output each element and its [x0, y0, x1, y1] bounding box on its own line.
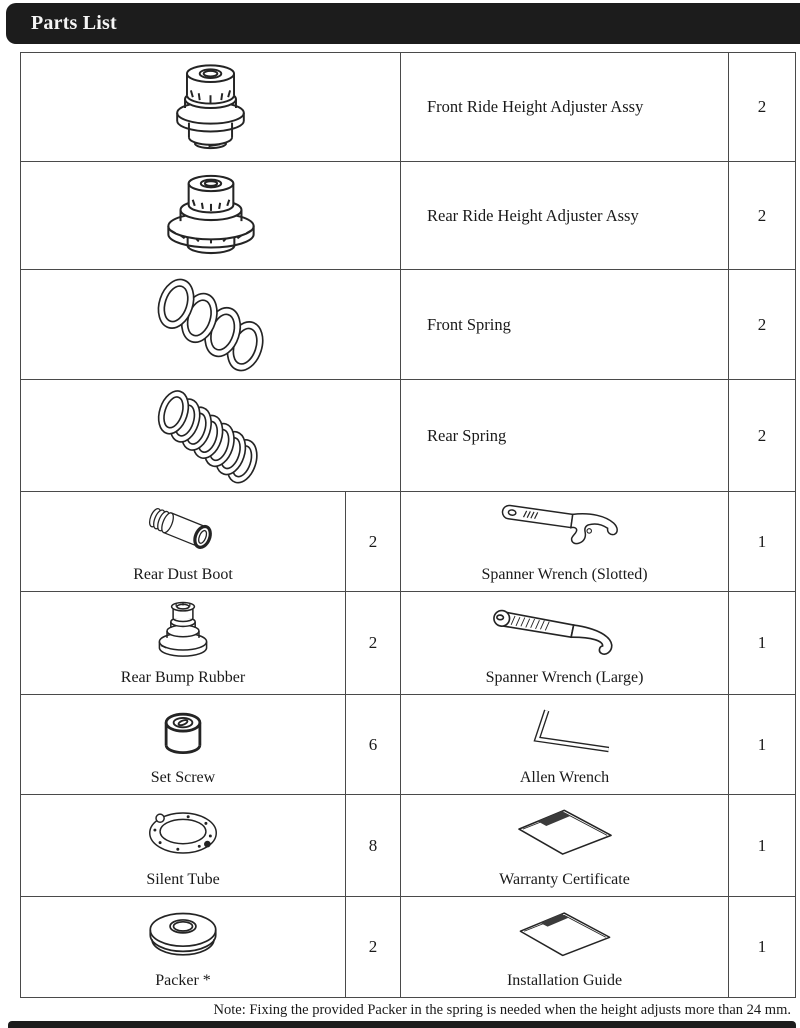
table-cell-part — [401, 592, 729, 695]
rear-ride-height-adjuster-image — [145, 169, 277, 263]
part-qty-text: 8 — [368, 835, 378, 855]
packer-image — [128, 904, 238, 966]
part-label: Allen Wrench — [519, 769, 610, 786]
part-qty — [346, 695, 401, 795]
part-qty — [729, 53, 795, 162]
part-qty — [729, 270, 795, 380]
part-label: Rear Bump Rubber — [120, 669, 246, 686]
part-qty-text: 1 — [757, 531, 767, 551]
part-label: Spanner Wrench (Slotted) — [481, 566, 648, 583]
part-name-text: Front Spring — [427, 314, 511, 334]
part-qty — [729, 695, 795, 795]
table-row-image-cell — [21, 380, 401, 492]
table-cell-part — [21, 795, 346, 897]
front-spring-image — [127, 273, 295, 377]
part-name — [401, 380, 729, 492]
rear-dust-boot-image — [108, 497, 258, 561]
part-qty — [346, 592, 401, 695]
table-cell-part — [21, 592, 346, 695]
part-qty — [346, 795, 401, 897]
part-name-text: Front Ride Height Adjuster Assy — [427, 97, 644, 116]
part-label: Silent Tube — [146, 871, 220, 888]
part-qty-text: 2 — [757, 205, 767, 225]
part-name — [401, 270, 729, 380]
part-qty — [346, 492, 401, 592]
part-label: Rear Dust Boot — [133, 566, 233, 583]
part-qty — [346, 897, 401, 997]
part-qty — [729, 795, 795, 897]
part-qty — [729, 380, 795, 492]
table-cell-part — [401, 795, 729, 897]
part-qty-text: 2 — [368, 937, 378, 956]
part-qty-text: 2 — [757, 97, 767, 116]
part-label: Warranty Certificate — [499, 871, 630, 888]
part-qty-text: 2 — [757, 314, 767, 334]
spanner-wrench-large-image — [465, 599, 665, 663]
spanner-wrench-slotted-image — [465, 497, 665, 561]
rear-bump-rubber-image — [128, 596, 238, 666]
part-qty-text: 1 — [757, 937, 767, 956]
table-cell-part — [401, 897, 729, 997]
part-name-text: Rear Ride Height Adjuster Assy — [427, 205, 639, 225]
rear-spring-image — [131, 383, 291, 489]
installation-guide-image — [490, 904, 640, 966]
page-title: Parts List — [31, 12, 117, 34]
part-name-text: Rear Spring — [427, 425, 507, 445]
front-ride-height-adjuster-image — [148, 58, 273, 156]
table-cell-part — [21, 695, 346, 795]
part-qty-text: 1 — [757, 734, 767, 754]
part-label: Installation Guide — [506, 972, 623, 989]
part-qty-text: 2 — [368, 633, 378, 652]
part-qty-text: 6 — [368, 734, 378, 754]
part-qty-text: 2 — [368, 531, 378, 551]
silent-tube-image — [118, 799, 248, 867]
part-qty — [729, 162, 795, 270]
part-qty-text: 1 — [757, 633, 767, 652]
warranty-certificate-image — [490, 801, 640, 865]
table-cell-part — [401, 695, 729, 795]
part-qty — [729, 897, 795, 997]
set-screw-image — [151, 702, 215, 762]
table-cell-part — [21, 897, 346, 997]
table-row-image-cell — [21, 53, 401, 162]
bottom-divider-bar — [8, 1021, 796, 1028]
table-cell-part — [21, 492, 346, 592]
part-qty — [729, 492, 795, 592]
parts-table — [20, 52, 796, 998]
table-row-image-cell — [21, 270, 401, 380]
part-label: Spanner Wrench (Large) — [485, 669, 644, 686]
parts-list-header-bar — [6, 3, 800, 44]
part-name — [401, 162, 729, 270]
part-name — [401, 53, 729, 162]
table-cell-part — [401, 492, 729, 592]
allen-wrench-image — [485, 701, 645, 763]
table-row-image-cell — [21, 162, 401, 270]
part-qty — [729, 592, 795, 695]
part-label: Packer * — [155, 972, 211, 989]
footnote: Note: Fixing the provided Packer in the spring is needed when the height adjusts more than 24 mm. — [213, 1002, 791, 1018]
part-qty-text: 2 — [757, 425, 767, 445]
part-label: Set Screw — [150, 769, 216, 786]
part-qty-text: 1 — [757, 835, 767, 855]
